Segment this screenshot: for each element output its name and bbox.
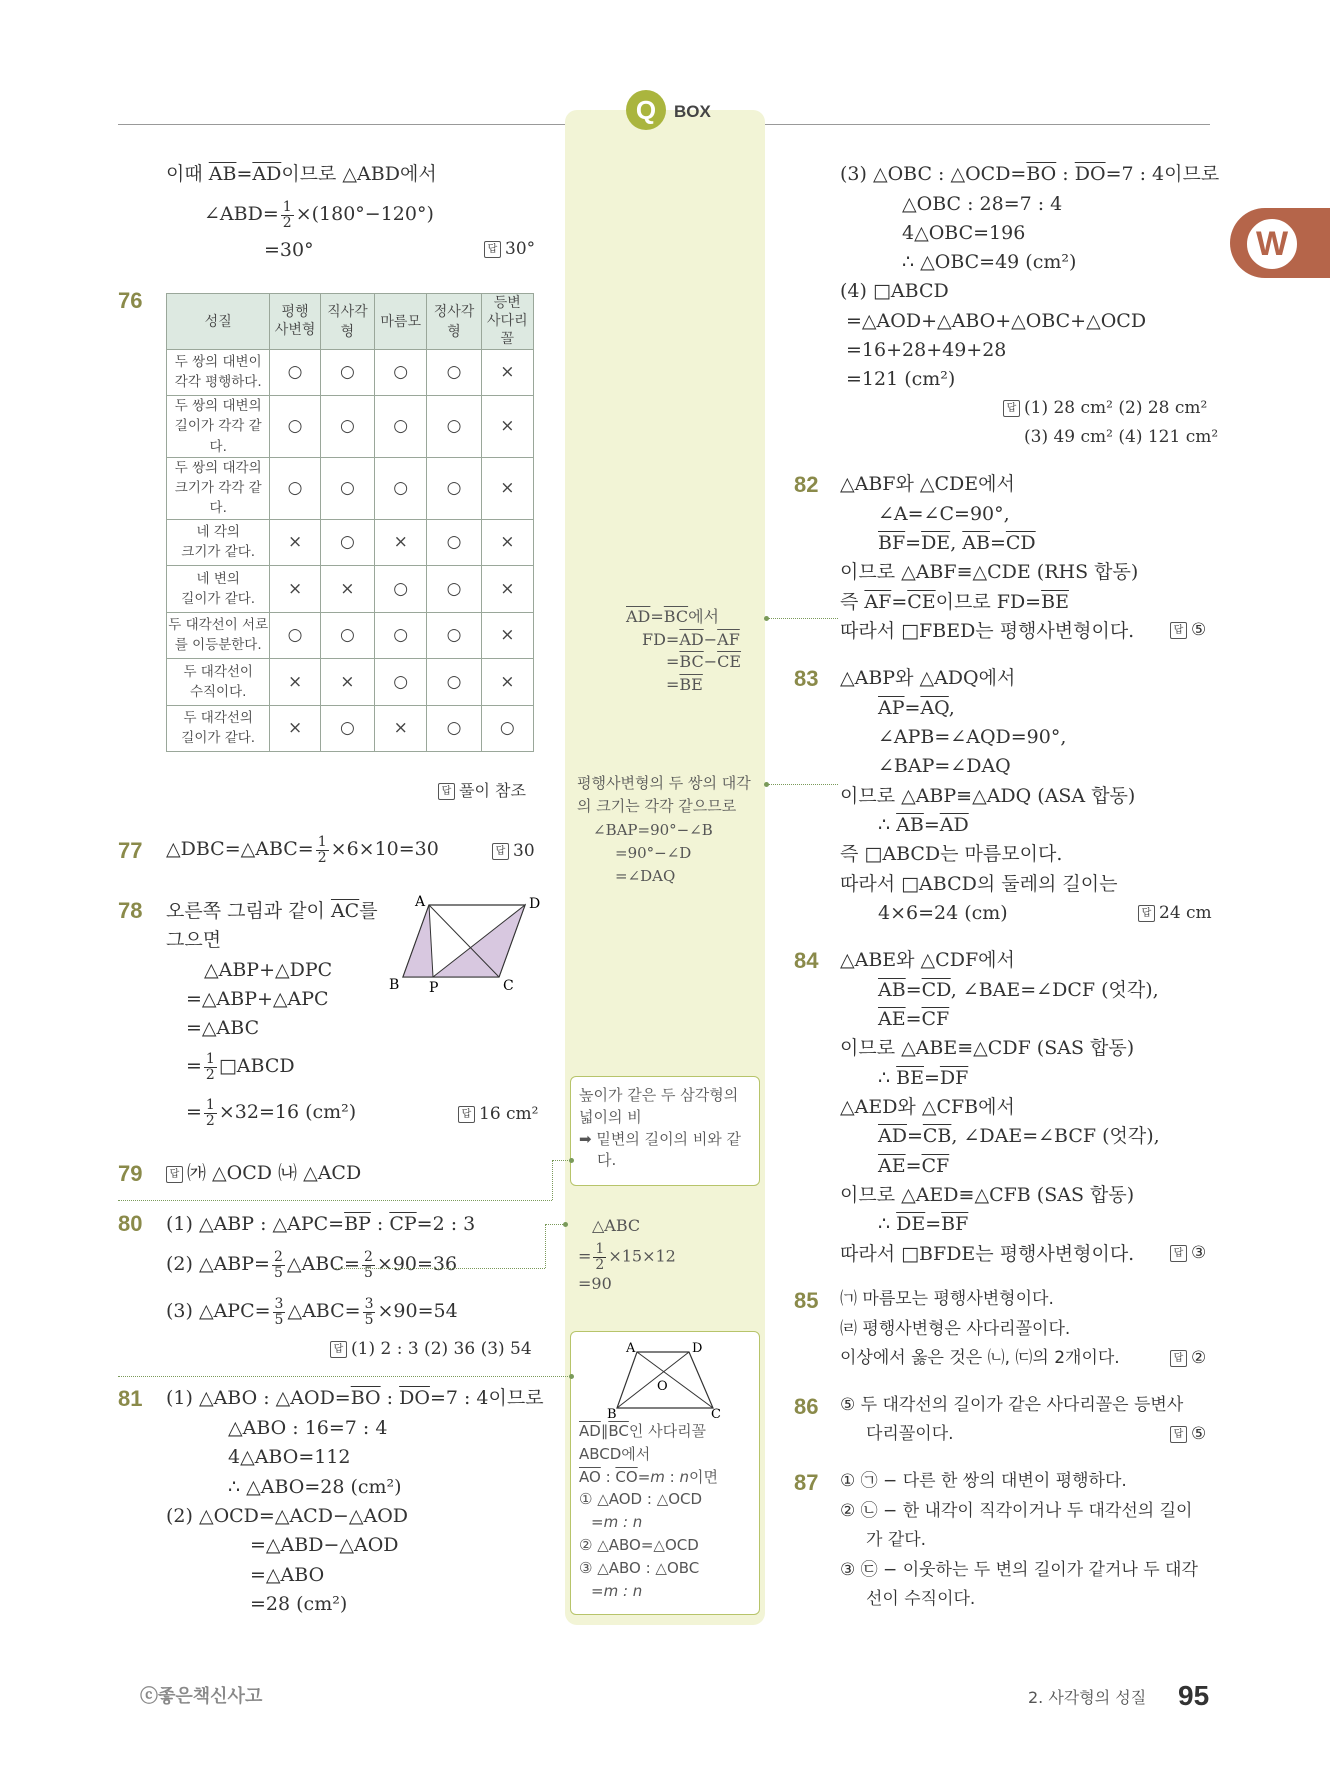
- table-row: [167, 566, 534, 613]
- problem-81-line-2: △ABO : 16=7 : 4: [228, 1417, 388, 1439]
- qbox-note-4: △ABC = $\frac{1}{2}$ ×15×12 =90: [578, 1216, 676, 1294]
- answer-icon: 답: [484, 241, 501, 258]
- problem-84-answer: 답 ③: [1170, 1245, 1206, 1262]
- connector-line: [768, 784, 838, 785]
- problem-84-line-10: ∴ $\overline{DE}=\overline{BF}$: [878, 1213, 969, 1235]
- problem-81-line-1: (1) △ABO : $\triangle AOD=\overline{BO}$ : $\overline{DO}=7$ : 4이므로: [166, 1387, 544, 1409]
- problem-83-line-3: ∠APB=∠AQD=90°,: [878, 726, 1067, 748]
- table-cell: ○: [320, 519, 374, 566]
- table-cell: ○: [481, 705, 533, 752]
- problem-82-line-5: 즉 $\overline{AF}=\overline{CE}$이므로 $FD=\overline{BE}$: [840, 591, 1069, 613]
- problem-81-answer-2: (3) 49 cm² (4) 121 cm²: [1024, 427, 1219, 447]
- properties-table: [166, 293, 534, 752]
- connector-line: [335, 1268, 545, 1269]
- table-cell: ×: [481, 519, 533, 566]
- qbox-note-5: $\overline{AD}\parallel\overline{BC}$인 사다리꼴 ABCD에서 $\overline{AO}$ : $\overline{CO}=m$ : n이면 ① △AOD : △OCD =m : n ② △ABO=△OCD ③ △ABO : △OBC =m : n: [579, 1422, 718, 1600]
- table-cell: ×: [481, 612, 533, 659]
- table-header: 등변 사다리꼴: [481, 294, 533, 350]
- table-cell: ○: [375, 659, 427, 706]
- table-row: [167, 612, 534, 659]
- table-cell: ×: [270, 519, 320, 566]
- table-cell: ×: [320, 659, 374, 706]
- table-cell: ×: [270, 659, 320, 706]
- svg-text:A: A: [415, 895, 426, 910]
- problem-76-number: 76: [118, 288, 143, 313]
- connector-line: [552, 1160, 570, 1161]
- problem-83-line-5: 이므로 △ABP≡△ADQ (ASA 합동): [840, 785, 1136, 807]
- problem-78-number: 78: [118, 898, 143, 923]
- table-cell: ○: [375, 457, 427, 519]
- problem-77-text: △DBC=△ABC= $\frac{1}{2}$ ×6×10=30: [166, 834, 439, 866]
- qbox-note-1: $\overline{AD}=\overline{BC}$에서 $FD=\overline{AD}-\overline{AF}$ $=\overline{BC}-\overline{CE}$ $=\overline{BE}$: [626, 607, 742, 695]
- w-badge-icon: W: [1244, 216, 1300, 272]
- intro-answer: 답 30°: [484, 241, 535, 258]
- problem-82-number: 82: [794, 472, 819, 497]
- table-cell: ○: [320, 705, 374, 752]
- svg-text:C: C: [503, 978, 514, 994]
- table-cell: ○: [320, 457, 374, 519]
- problem-84-line-4: 이므로 △ABE≡△CDF (SAS 합동): [840, 1037, 1135, 1059]
- problem-77-answer: 답 30: [492, 843, 535, 860]
- problem-83-line-6: ∴ $\overline{AB}=\overline{AD}$: [878, 814, 969, 836]
- problem-81-line-12: ∴ △OBC=49 (cm²): [902, 251, 1077, 273]
- table-cell: ○: [427, 457, 481, 519]
- problem-80-line-3: (3) △APC= $\frac{3}{5}$ △ABC= $\frac{3}{5}$ ×90=54: [166, 1296, 458, 1328]
- problem-82-line-6: 따라서 □FBED는 평행사변형이다.: [840, 620, 1135, 642]
- answer-icon: 답: [438, 783, 455, 800]
- problem-78-line-2: 그으면: [166, 929, 222, 951]
- table-cell: ○: [427, 612, 481, 659]
- problem-81-line-5: (2) △OCD=△ACD−△AOD: [166, 1505, 408, 1527]
- svg-text:D: D: [692, 1341, 703, 1356]
- publisher-logo: ⓒ좋은책신사고: [140, 1686, 263, 1707]
- table-header: 직사각형: [320, 294, 374, 350]
- problem-78-line-4: =△ABP+△APC: [186, 988, 329, 1010]
- problem-83-line-9: 4×6=24 (cm): [878, 902, 1008, 924]
- answer-icon: 답: [1003, 400, 1020, 417]
- problem-87-number: 87: [794, 1470, 819, 1495]
- svg-text:C: C: [711, 1407, 721, 1418]
- problem-86-number: 86: [794, 1394, 819, 1419]
- problem-78-line-7: = $\frac{1}{2}$ ×32=16 (cm²): [186, 1097, 357, 1129]
- table-cell: ○: [427, 566, 481, 613]
- problem-78-line-1: 오른쪽 그림과 같이 $\overline{AC}$를: [166, 900, 378, 922]
- problem-87-line-2: ② ㉡ − 한 내각이 직각이거나 두 대각선의 길이: [840, 1501, 1193, 1521]
- problem-86-line-2: 다리꼴이다.: [866, 1424, 954, 1444]
- table-cell: ○: [427, 659, 481, 706]
- problem-84-line-8: $\overline{AE}=\overline{CF}$: [878, 1155, 950, 1177]
- problem-80-number: 80: [118, 1211, 143, 1236]
- intro-line-3: =30°: [264, 239, 314, 261]
- qbox-note-5-box: [570, 1331, 760, 1615]
- side-tab: [1230, 208, 1330, 278]
- problem-80-line-2: (2) △ABP= $\frac{2}{5}$ △ABC= $\frac{2}{5}$ ×90=36: [166, 1249, 458, 1281]
- answer-icon: 답: [166, 1166, 183, 1183]
- answer-icon: 답: [1170, 1350, 1187, 1367]
- problem-84-number: 84: [794, 948, 819, 973]
- problem-81-line-9: (3) △OBC : $\triangle OCD=\overline{BO}$ : $\overline{DO}=7$ : 4이므로: [840, 163, 1220, 185]
- problem-87-line-5: 선이 수직이다.: [866, 1589, 976, 1609]
- connector-line: [545, 1224, 546, 1268]
- table-cell: ○: [427, 396, 481, 458]
- problem-84-line-7: $\overline{AD}=\overline{CB}$, ∠DAE=∠BCF (엇각),: [878, 1125, 1160, 1147]
- row-label: 네 각의 크기가 같다.: [167, 519, 270, 566]
- problem-84-line-11: 따라서 □BFDE는 평행사변형이다.: [840, 1243, 1135, 1265]
- table-cell: ×: [481, 396, 533, 458]
- table-cell: ×: [481, 349, 533, 396]
- svg-text:B: B: [607, 1407, 617, 1418]
- row-label: 두 쌍의 대변의 길이가 각각 같다.: [167, 396, 270, 458]
- table-cell: ○: [427, 705, 481, 752]
- problem-82-line-2: ∠A=∠C=90°,: [878, 503, 1010, 525]
- table-row: [167, 705, 534, 752]
- table-cell: ○: [270, 396, 320, 458]
- table-header: 성질: [167, 294, 270, 350]
- problem-87-line-1: ① ㉠ − 다른 한 쌍의 대변이 평행하다.: [840, 1471, 1127, 1491]
- table-cell: ○: [320, 349, 374, 396]
- problem-84-line-2: $\overline{AB}=\overline{CD}$, ∠BAE=∠DCF (엇각),: [878, 979, 1159, 1001]
- table-row: [167, 659, 534, 706]
- table-cell: ○: [320, 396, 374, 458]
- box-label: BOX: [674, 102, 711, 121]
- problem-83-line-2: $\overline{AP}=\overline{AQ}$,: [878, 697, 955, 719]
- problem-84-line-5: ∴ $\overline{BE}=\overline{DF}$: [878, 1067, 969, 1089]
- trapezoid-figure: [607, 1338, 727, 1418]
- qbox-note-2: 평행사변형의 두 쌍의 대각 의 크기는 각각 같으므로 ∠BAP=90°−∠B =90°−∠D =∠DAQ: [577, 774, 751, 885]
- problem-78-line-6: = $\frac{1}{2}$ □ABCD: [186, 1051, 295, 1083]
- row-label: 두 대각선의 길이가 같다.: [167, 705, 270, 752]
- problem-78-line-3: △ABP+△DPC: [204, 959, 333, 981]
- table-cell: ○: [375, 566, 427, 613]
- row-label: 두 대각선이 서로 를 이등분한다.: [167, 612, 270, 659]
- connector-line: [118, 1200, 552, 1201]
- problem-85-line-2: ㈃ 평행사변형은 사다리꼴이다.: [840, 1319, 1071, 1339]
- answer-icon: 답: [1138, 905, 1155, 922]
- problem-87-line-4: ③ ㉢ − 이웃하는 두 변의 길이가 같거나 두 대각: [840, 1560, 1198, 1580]
- problem-79-text: 답 ㈎ △OCD ㈏ △ACD: [166, 1164, 361, 1183]
- problem-85-answer: 답 ②: [1170, 1350, 1206, 1367]
- problem-83-line-1: △ABP와 △ADQ에서: [840, 667, 1016, 689]
- problem-82-answer: 답 ⑤: [1170, 622, 1206, 639]
- svg-text:A: A: [626, 1341, 636, 1356]
- table-row: [167, 396, 534, 458]
- table-cell: ○: [270, 349, 320, 396]
- svg-text:B: B: [389, 977, 400, 993]
- intro-line-1: 이때 $\overline{AB}=\overline{AD}$이므로 △ABD에서: [166, 163, 437, 185]
- answer-icon: 답: [1170, 622, 1187, 639]
- table-row: [167, 519, 534, 566]
- svg-text:O: O: [657, 1379, 668, 1394]
- chapter-title: 2. 사각형의 성질: [1028, 1688, 1147, 1707]
- row-label: 네 변의 길이가 같다.: [167, 566, 270, 613]
- row-label: 두 쌍의 대각의 크기가 각각 같다.: [167, 457, 270, 519]
- table-row: [167, 349, 534, 396]
- table-header: 평행 사변형: [270, 294, 320, 350]
- problem-81-number: 81: [118, 1386, 143, 1411]
- q-circle-icon: Q: [626, 90, 666, 130]
- problem-83-line-4: ∠BAP=∠DAQ: [878, 755, 1011, 777]
- table-cell: ×: [375, 519, 427, 566]
- row-label: 두 쌍의 대변이 각각 평행하다.: [167, 349, 270, 396]
- problem-81-line-4: ∴ △ABO=28 (cm²): [228, 1476, 402, 1498]
- table-cell: ×: [270, 566, 320, 613]
- problem-81-answer-1: 답 (1) 28 cm² (2) 28 cm²: [1003, 400, 1207, 417]
- problem-81-line-10: △OBC : 28=7 : 4: [902, 193, 1063, 215]
- svg-text:P: P: [429, 980, 439, 995]
- svg-text:D: D: [529, 896, 540, 912]
- table-cell: ○: [375, 612, 427, 659]
- table-cell: ×: [481, 659, 533, 706]
- table-cell: ○: [270, 457, 320, 519]
- table-row: [167, 457, 534, 519]
- answer-icon: 답: [458, 1106, 475, 1123]
- problem-85-line-3: 이상에서 옳은 것은 ㈁, ㈂의 2개이다.: [840, 1348, 1120, 1368]
- problem-87-line-3: 가 같다.: [866, 1530, 927, 1550]
- table-cell: ×: [481, 457, 533, 519]
- problem-78-answer: 답 16 cm²: [458, 1106, 539, 1123]
- qbox-note-3: 높이가 같은 두 삼각형의 넓이의 비 ➡ 밑변의 길이의 비와 같 다.: [579, 1086, 742, 1170]
- problem-81-line-7: =△ABO: [250, 1564, 325, 1586]
- problem-86-line-1: ⑤ 두 대각선의 길이가 같은 사다리꼴은 등변사: [840, 1395, 1184, 1415]
- table-header: 정사각형: [427, 294, 481, 350]
- problem-85-line-1: ㈀ 마름모는 평행사변형이다.: [840, 1289, 1054, 1309]
- problem-84-line-6: △AED와 △CFB에서: [840, 1096, 1015, 1118]
- problem-86-answer: 답 ⑤: [1170, 1426, 1206, 1443]
- shaded-triangle-dpc: [433, 905, 525, 977]
- problem-81-line-14: =△AOD+△ABO+△OBC+△OCD: [846, 310, 1147, 332]
- problem-84-line-9: 이므로 △AED≡△CFB (SAS 합동): [840, 1184, 1135, 1206]
- table-cell: ○: [375, 396, 427, 458]
- table-cell: ○: [320, 612, 374, 659]
- table-cell: ○: [375, 349, 427, 396]
- table-cell: ×: [375, 705, 427, 752]
- table-cell: ×: [270, 705, 320, 752]
- problem-81-line-8: =28 (cm²): [250, 1593, 348, 1615]
- problem-80-line-1: (1) △ABP : $\triangle APC=\overline{BP}$ : $\overline{CP}=2$ : 3: [166, 1213, 476, 1235]
- row-label: 두 대각선이 수직이다.: [167, 659, 270, 706]
- problem-81-line-13: (4) □ABCD: [840, 280, 949, 302]
- answer-icon: 답: [492, 843, 509, 860]
- problem-83-number: 83: [794, 666, 819, 691]
- problem-82-line-3: $\overline{BF}=\overline{DE}$, $\overline{AB}=\overline{CD}$: [878, 532, 1036, 554]
- qbox-header: [626, 90, 746, 130]
- problem-81-line-3: 4△ABO=112: [228, 1446, 351, 1468]
- problem-83-answer: 답 24 cm: [1138, 905, 1212, 922]
- problem-76-answer: 답 풀이 참조: [438, 783, 526, 800]
- problem-78-line-5: =△ABC: [186, 1017, 260, 1039]
- problem-82-line-1: △ABF와 △CDE에서: [840, 473, 1015, 495]
- problem-83-line-8: 따라서 □ABCD의 둘레의 길이는: [840, 873, 1118, 895]
- table-cell: ○: [427, 519, 481, 566]
- connector-line: [552, 1160, 553, 1200]
- table-cell: ×: [481, 566, 533, 613]
- shaded-triangle-abp: [403, 905, 433, 977]
- problem-84-line-1: △ABE와 △CDF에서: [840, 949, 1015, 971]
- problem-81-line-6: =△ABD−△AOD: [250, 1534, 399, 1556]
- problem-85-number: 85: [794, 1288, 819, 1313]
- problem-79-number: 79: [118, 1161, 143, 1186]
- answer-icon: 답: [1170, 1245, 1187, 1262]
- problem-77-number: 77: [118, 838, 143, 863]
- problem-80-answer: 답 (1) 2 : 3 (2) 36 (3) 54: [330, 1341, 532, 1358]
- problem-82-line-4: 이므로 △ABF≡△CDE (RHS 합동): [840, 561, 1139, 583]
- table-cell: ×: [320, 566, 374, 613]
- connector-line: [768, 618, 838, 619]
- parallelogram-figure: [385, 895, 540, 995]
- connector-line: [545, 1224, 565, 1225]
- table-cell: ○: [427, 349, 481, 396]
- problem-81-line-11: 4△OBC=196: [902, 222, 1026, 244]
- answer-icon: 답: [330, 1341, 347, 1358]
- problem-81-line-16: =121 (cm²): [846, 368, 956, 390]
- problem-84-line-3: $\overline{AE}=\overline{CF}$: [878, 1008, 950, 1030]
- problem-81-line-15: =16+28+49+28: [846, 339, 1007, 361]
- table-header: 마름모: [375, 294, 427, 350]
- qbox-note-3-box: [570, 1076, 760, 1186]
- connector-line: [118, 1376, 570, 1377]
- page-number: 95: [1178, 1680, 1210, 1711]
- problem-83-line-7: 즉 □ABCD는 마름모이다.: [840, 843, 1063, 865]
- intro-line-2: ∠ABD= $\frac{1}{2}$ ×(180°−120°): [204, 199, 434, 231]
- answer-icon: 답: [1170, 1426, 1187, 1443]
- table-cell: ○: [270, 612, 320, 659]
